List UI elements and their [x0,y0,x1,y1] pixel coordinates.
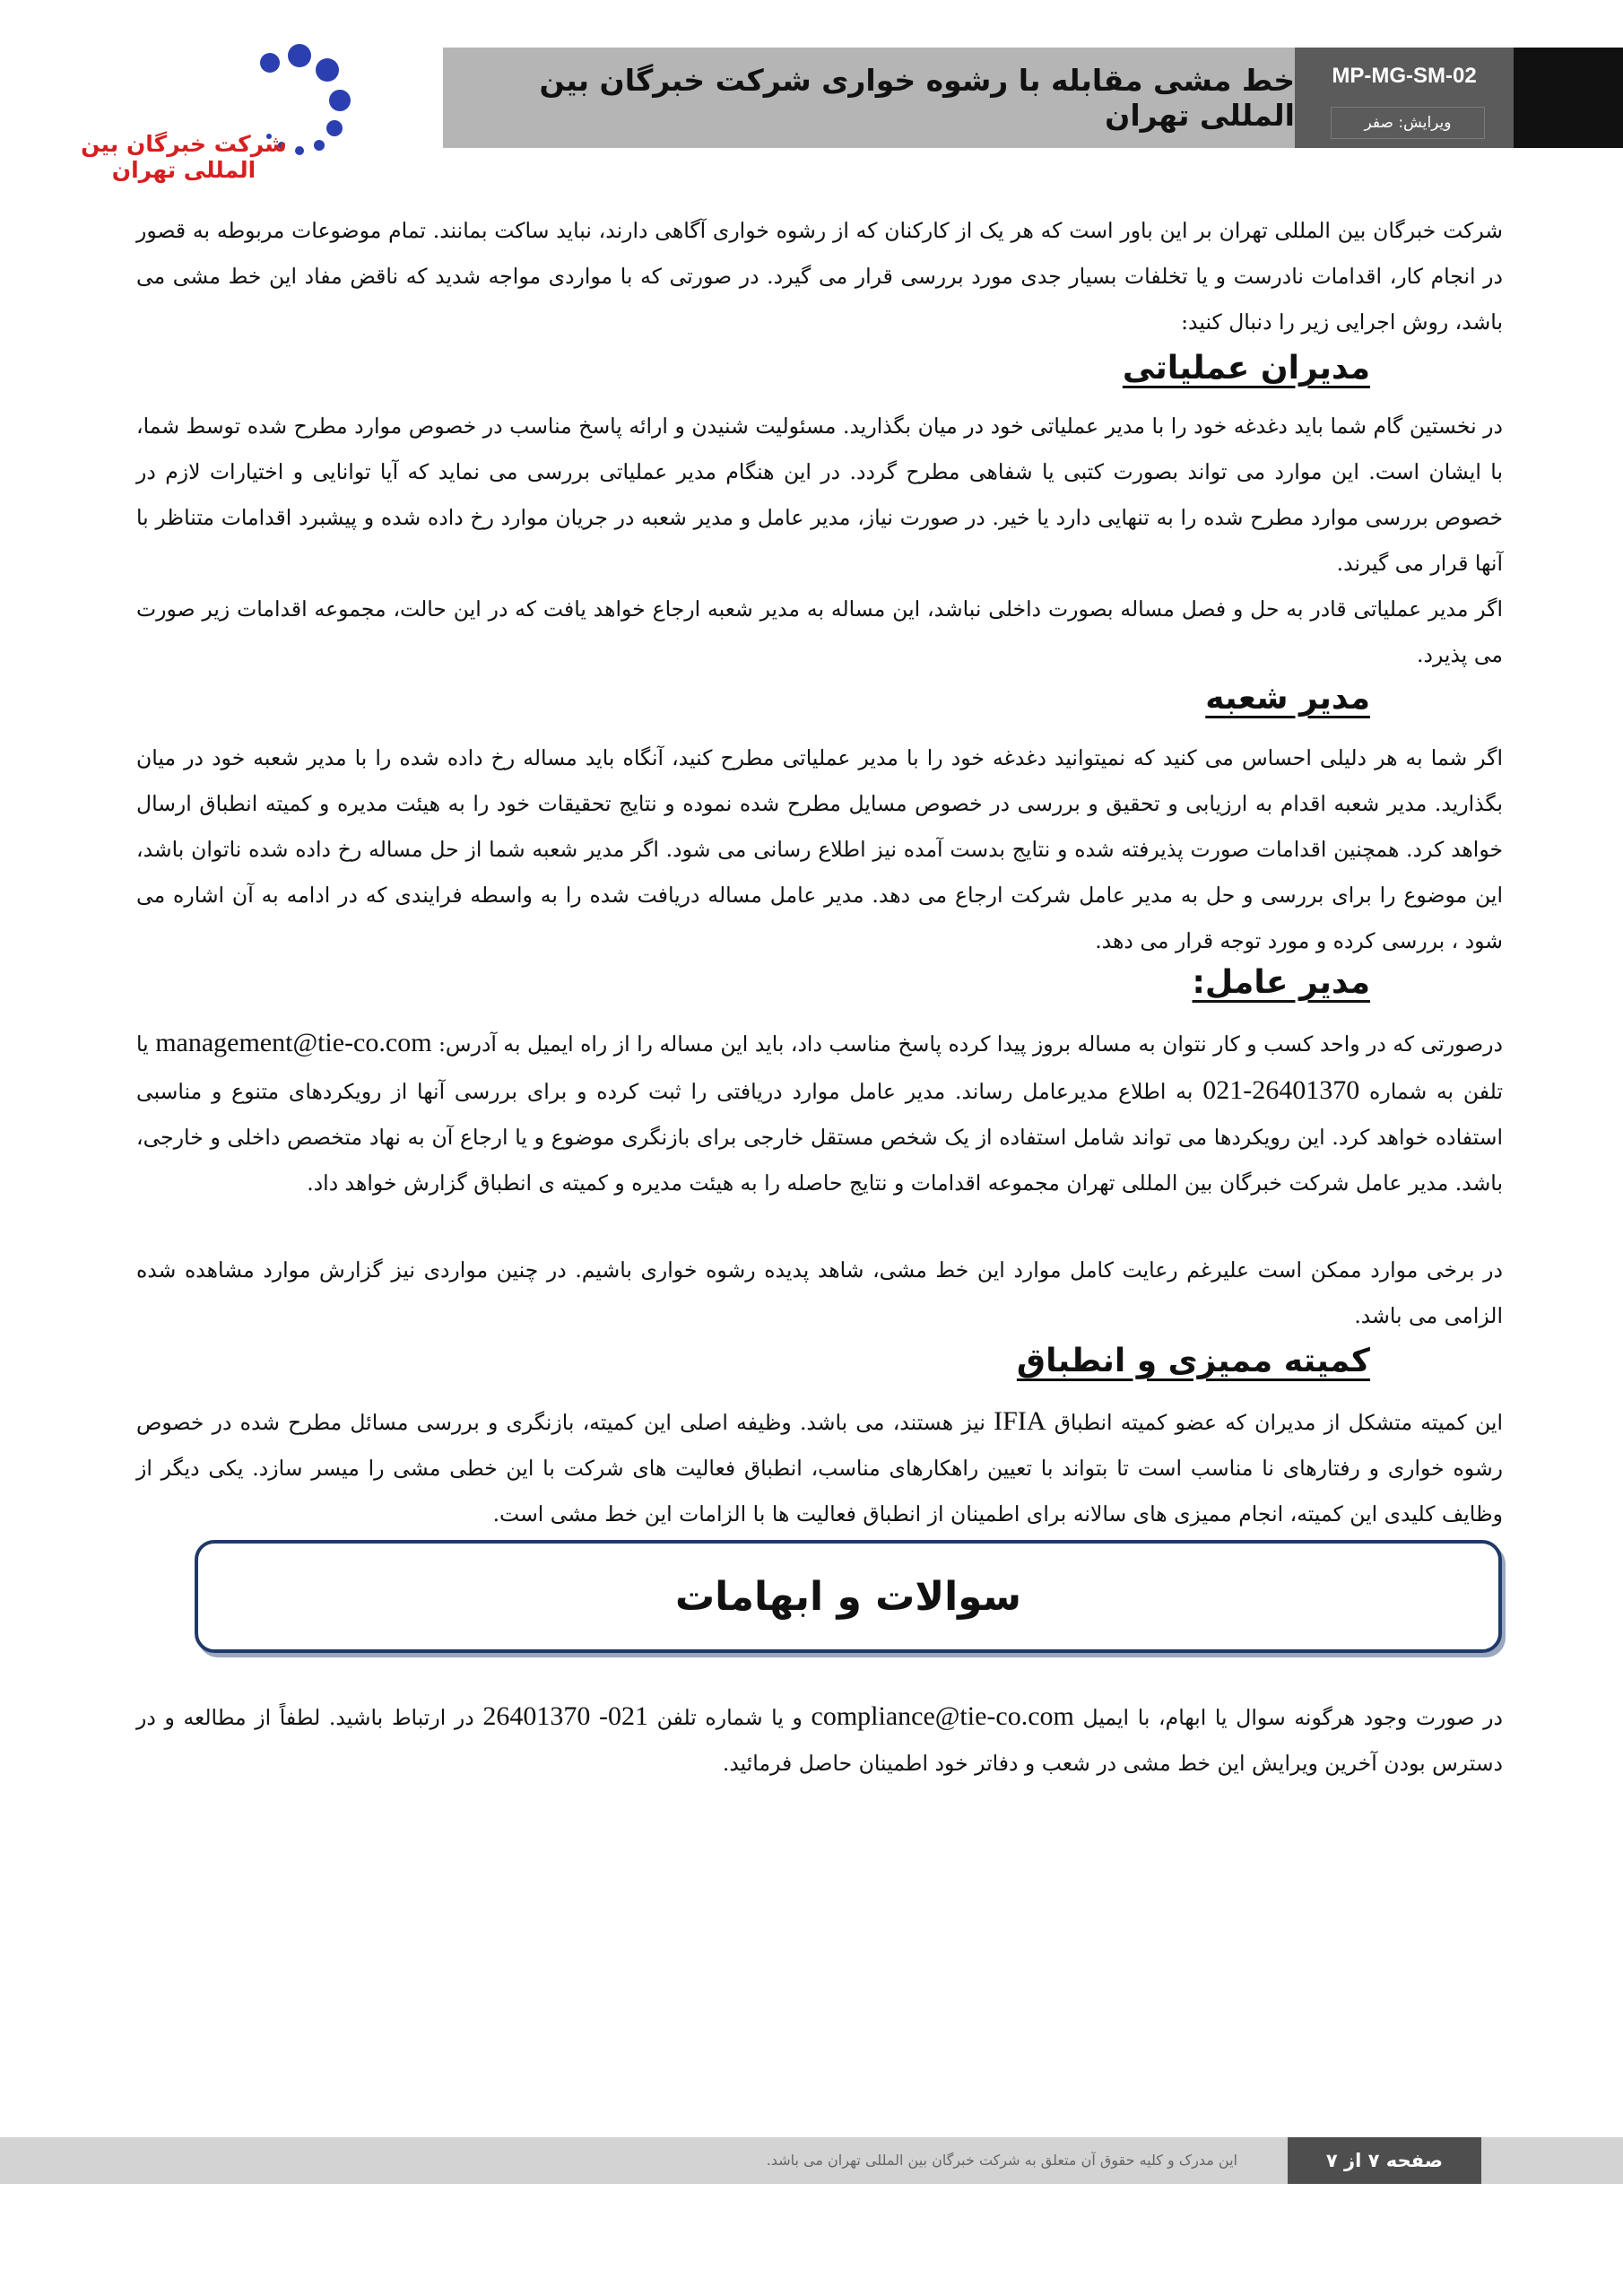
compliance-phone: 26401370 -021 [482,1701,649,1731]
questions-text-a: در صورت وجود هرگونه سوال یا ابهام، با ایمیل [1082,1705,1503,1730]
ops-paragraph-2: اگر مدیر عملیاتی قادر به حل و فصل مساله بصورت داخلی نباشد، این مساله به مدیر شعبه ارجاع خواهد یافت که در این حالت، مجموعه اقدامات زیر صورت می پذیرد. [136,596,1503,667]
document-code-box [1295,48,1514,148]
document-code: MP-MG-SM-02 [1332,64,1477,88]
ifia-label: IFIA [994,1406,1046,1436]
heading-branch-manager: مدیر شعبه [1205,680,1370,717]
ops-paragraph-1: در نخستین گام شما باید دغدغه خود را با مدیر عملیاتی خود در میان بگذارید. مسئولیت شنیدن و ارائه پاسخ مناسب در خصوص موارد مطرح شده توسط شما، با ایشان است. این موارد می تواند بصورت کتبی یا شفاهی مطرح گردد. در این هنگام مدیر عملیاتی بررسی می نماید که آیا توانایی و اختیارات لازم در خصوص بررسی موارد مطرح شده را به تنهایی دارد یا خیر. در صورت نیاز، مدیر عامل و مدیر شعبه در جریان موارد رخ داده شده و پیشبرد اقدامات متناظر با آنها قرار می گیرند. [136,413,1503,576]
company-logo [54,36,359,188]
heading-audit-committee: کمیته ممیزی و انطباق [1016,1343,1370,1379]
header-corner-block [1514,48,1623,148]
audit-text-a: این کمیته متشکل از مدیران که عضو کمیته انطباق [1054,1410,1503,1435]
compliance-email-link[interactable]: compliance@tie-co.com [811,1701,1074,1731]
ceo-paragraph-1 [136,1020,1503,1206]
audit-paragraph-1 [136,1398,1503,1537]
ceo-text-c: به اطلاع مدیرعامل رساند. مدیر عامل موارد دریافتی را ثبت کرده و برای بررسی آنها از رویکردهای متنوع و مناسبی استفاده خواهد کرد. این رویکردها می تواند شامل استفاده از یک شخص مستقل خارجی برای بازنگری موضوع و یا ارجاع آن به نهاد متخصص داخلی و خارجی، باشد. مدیر عامل شرکت خبرگان بین المللی تهران مجموعه اقدامات و نتایج حاصله را به هیئت مدیره و کمیته ی انطباق گزارش خواهد داد. [136,1079,1503,1196]
logo-text: شرکت خبرگان بین المللی تهران [81,131,287,183]
document-title: خط مشی مقابله با رشوه خواری شرکت خبرگان بین المللی تهران [539,63,1295,133]
ceo-email-link[interactable]: management@tie-co.com [155,1028,432,1057]
ceo-phone: 021-26401370 [1202,1075,1360,1105]
audit-text-b: نیز هستند، می باشد. وظیفه اصلی این کمیته، بازنگری و بررسی مسائل مطرح شده در خصوص رشوه خواری و رفتارهای نا مناسب است تا بتواند با تعیین راهکارهای مناسب، انطباق فعالیت های شرکت با این خطی مشی را میسر سازد. یکی دیگر از وظایف کلیدی این کمیته، انجام ممیزی های سالانه برای اطمینان از انطباق فعالیت ها با الزامات این خط مشی است. [136,1410,1503,1526]
questions-title: سوالات و ابهامات [674,1573,1022,1620]
edition-label: ویرایش: صفر [1331,107,1485,139]
questions-text-c: در ارتباط باشید. لطفاً از مطالعه و در دسترس بودن آخرین ویرایش این خط مشی در شعب و دفاتر خود اطمینان حاصل فرمائید. [136,1705,1503,1776]
page-number: صفحه ۷ از ۷ [1325,2150,1444,2171]
branch-paragraph-1: اگر شما به هر دلیلی احساس می کنید که نمیتوانید دغدغه خود را با مدیر عملیاتی مطرح کنید، آنگاه باید مساله رخ داده شده را با مدیر شعبه خود در میان بگذارید. مدیر شعبه اقدام به ارزیابی و تحقیق و بررسی در خصوص مسایل مطرح شده نموده و نتایج تحقیقات خود را به هیئت مدیره و کمیته انطباق ارسال خواهد کرد. همچنین اقدامات صورت پذیرفته شده و نتایج بدست آمده نیز اطلاع رسانی می شود. اگر مدیر شعبه شما از حل مساله رخ داده شده ناتوان باشد، این موضوع را برای بررسی و حل به مدیر عامل شرکت ارجاع می دهد. مدیر عامل مساله دریافت شده را به واسطه فرایندی که در ادامه به آن اشاره می شود ، بررسی کرده و مورد توجه قرار می دهد. [136,745,1503,953]
ceo-paragraph-2: در برخی موارد ممکن است علیرغم رعایت کامل موارد این خط مشی، شاهد پدیده رشوه خواری باشیم. در چنین مواردی نیز گزارش موارد مشاهده شده الزامی می باشد. [136,1257,1503,1328]
questions-text-b: و یا شماره تلفن [656,1705,803,1730]
ceo-text-b: یا تلفن به شماره [136,1031,1503,1104]
heading-ceo: مدیر عامل: [1192,964,1370,1001]
intro-paragraph: شرکت خبرگان بین المللی تهران بر این باور است که هر یک از کارکنان که از رشوه خواری آگاهی دارند، نباید ساکت بمانند. تمام موضوعات مربوطه به قصور در انجام کار، اقدامات نادرست و یا تخلفات بسیار جدی مورد بررسی قرار می گیرد. در صورتی که با مواردی مواجه شدید که ناقض مفاد این خط مشی می باشد، روش اجرایی زیر را دنبال کنید: [136,218,1504,335]
footer-copyright-note: این مدرک و کلیه حقوق آن متعلق به شرکت خبرگان بین المللی تهران می باشد. [766,2152,1237,2169]
heading-operational-managers: مدیران عملیاتی [1122,350,1370,387]
questions-box [195,1540,1502,1653]
footer-page-box [1288,2137,1481,2184]
questions-paragraph [136,1693,1503,1787]
ceo-text-a: درصورتی که در واحد کسب و کار نتوان به مساله بروز پیدا کرده پاسخ مناسب داد، باید این مساله را از راه ایمیل به آدرس: [438,1031,1503,1057]
